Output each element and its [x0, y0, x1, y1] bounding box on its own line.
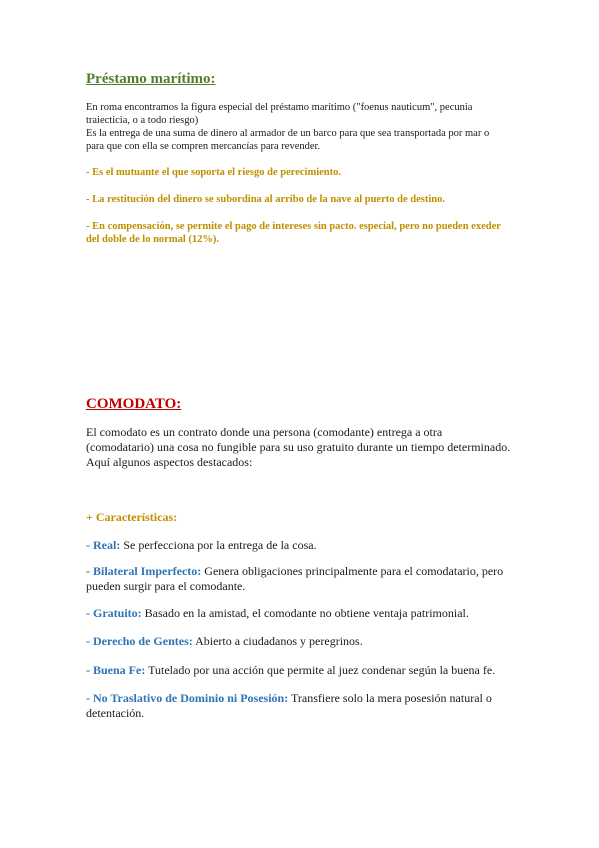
caracteristica-key: - No Traslativo de Dominio ni Posesión:: [86, 691, 289, 705]
comodato-intro-line: Aquí algunos aspectos destacados:: [86, 455, 253, 469]
prestamo-intro-line: para que con ella se compren mercancías para revender.: [86, 141, 321, 152]
caracteristica-key: - Real:: [86, 538, 121, 552]
caracteristicas-label: + Características:: [86, 510, 178, 524]
prestamo-intro: [86, 101, 526, 153]
caracteristica-key: - Bilateral Imperfecto:: [86, 564, 202, 578]
prestamo-bullet: - En compensación, se permite el pago de intereses sin pacto. especial, pero no pueden exeder del doble de lo normal (12%).: [86, 221, 501, 245]
caracteristica-item: [86, 663, 516, 678]
caracteristica-item: [86, 691, 516, 721]
caracteristica-item: [86, 634, 516, 649]
comodato-intro-line: (comodatario) una cosa no fungible para su uso gratuito durante un tiempo determinado.: [86, 440, 511, 454]
caracteristica-key: - Buena Fe:: [86, 663, 146, 677]
caracteristica-text: Genera obligaciones principalmente para el comodatario, pero pueden surgir para el comodante.: [86, 564, 504, 593]
prestamo-intro-line: Es la entrega de una suma de dinero al armador de un barco para que sea transportada por mar o: [86, 128, 490, 139]
prestamo-intro-line: traiecticia, o a todo riesgo): [86, 115, 199, 126]
caracteristica-text: Abierto a ciudadanos y peregrinos.: [192, 634, 363, 648]
comodato-intro-line: El comodato es un contrato donde una persona (comodante) entrega a otra: [86, 425, 443, 439]
caracteristica-text: Transfiere solo la mera posesión natural o detentación.: [86, 691, 492, 720]
caracteristica-key: - Derecho de Gentes:: [86, 634, 193, 648]
caracteristica-key: - Gratuito:: [86, 606, 142, 620]
caracteristica-item: [86, 538, 516, 553]
caracteristica-text: Tutelado por una acción que permite al juez condenar según la buena fe.: [145, 663, 496, 677]
prestamo-intro-line: En roma encontramos la figura especial del préstamo marítimo ("foenus nauticum", pecunia: [86, 102, 473, 113]
prestamo-bullet: - Es el mutuante el que soporta el riesgo de perecimiento.: [86, 167, 341, 178]
comodato-title: COMODATO:: [86, 396, 182, 412]
caracteristica-text: Basado en la amistad, el comodante no obtiene ventaja patrimonial.: [141, 606, 469, 620]
prestamo-bullet: - La restitución del dinero se subordina al arribo de la nave al puerto de destino.: [86, 194, 445, 205]
comodato-intro: [86, 425, 526, 470]
caracteristica-item: [86, 564, 516, 594]
caracteristica-item: [86, 606, 516, 621]
caracteristica-text: Se perfecciona por la entrega de la cosa.: [120, 538, 317, 552]
prestamo-title: Préstamo marítimo:: [86, 71, 216, 87]
